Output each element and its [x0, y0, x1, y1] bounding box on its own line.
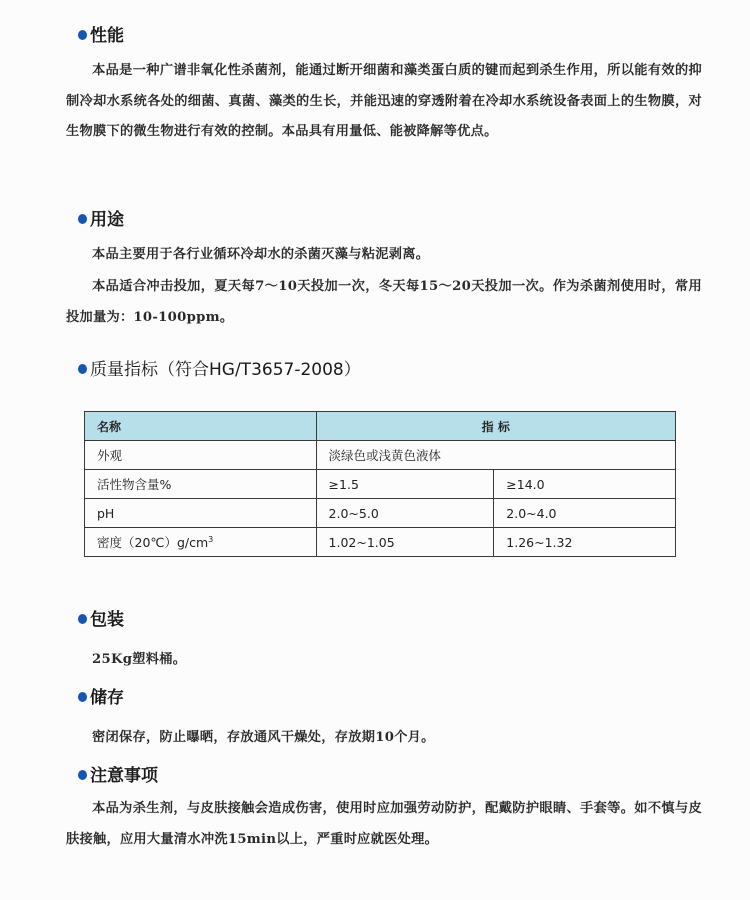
- usage-paragraph-2: [66, 272, 702, 333]
- packaging-text: 25Kg塑料桶。: [92, 652, 187, 667]
- notes-text: 本品为杀生剂，与皮肤接触会造成伤害，使用时应加强劳动防护，配戴防护眼睛、手套等。如不慎与皮肤接触，应用大量清水冲洗15min以上，严重时应就医处理。: [66, 801, 702, 847]
- heading-text: 性能: [90, 26, 124, 46]
- heading-storage: [78, 688, 124, 708]
- cell-value-2: 2.0~4.0: [494, 499, 676, 528]
- heading-text: 储存: [90, 688, 124, 708]
- bullet-icon: [78, 692, 87, 702]
- bullet-icon: [78, 770, 87, 780]
- bullet-icon: [78, 214, 87, 224]
- header-name: 名称: [85, 412, 317, 441]
- table-row: [85, 470, 676, 499]
- storage-text: 密闭保存，防止曝晒，存放通风干燥处，存放期10个月。: [92, 730, 435, 745]
- superscript: 3: [208, 534, 214, 544]
- bullet-icon: [78, 364, 87, 374]
- heading-quality: [78, 360, 361, 380]
- cell-value-1: 2.0~5.0: [316, 499, 494, 528]
- cell-value-2: ≥14.0: [494, 470, 676, 499]
- bullet-icon: [78, 30, 87, 40]
- table-header-row: [85, 412, 676, 441]
- table-row: [85, 528, 676, 557]
- header-spec: 指 标: [316, 412, 675, 441]
- cell-name: 外观: [85, 441, 317, 470]
- cell-value: 淡绿色或浅黄色液体: [316, 441, 675, 470]
- notes-paragraph: [66, 794, 702, 855]
- table-row: [85, 441, 676, 470]
- performance-text: 本品是一种广谱非氧化性杀菌剂，能通过断开细菌和藻类蛋白质的键而起到杀生作用，所以能有效的抑制冷却水系统各处的细菌、真菌、藻类的生长，并能迅速的穿透附着在冷却水系统设备表面上的生物膜，对生物膜下的微生物进行有效的控制。本品具有用量低、能被降解等优点。: [66, 63, 702, 139]
- heading-text: 质量指标（符合HG/T3657-2008）: [90, 360, 361, 380]
- usage-line-1: 本品主要用于各行业循环冷却水的杀菌灭藻与粘泥剥离。: [92, 247, 430, 262]
- heading-text: 用途: [90, 210, 124, 230]
- heading-notes: [78, 766, 158, 786]
- heading-usage: [78, 210, 124, 230]
- table-row: [85, 499, 676, 528]
- cell-value-2: 1.26~1.32: [494, 528, 676, 557]
- cell-name: [85, 528, 317, 557]
- cell-value-1: 1.02~1.05: [316, 528, 494, 557]
- heading-packaging: [78, 610, 124, 630]
- heading-text: 包装: [90, 610, 124, 630]
- cell-value-1: ≥1.5: [316, 470, 494, 499]
- performance-paragraph: [66, 56, 702, 148]
- cell-name: 活性物含量%: [85, 470, 317, 499]
- heading-text: 注意事项: [90, 766, 158, 786]
- quality-spec-table: [84, 411, 676, 557]
- usage-text: 本品适合冲击投加，夏天每7～10天投加一次，冬天每15～20天投加一次。作为杀菌剂使用时，常用投加量为：10-100ppm。: [66, 279, 702, 325]
- heading-performance: [78, 26, 124, 46]
- bullet-icon: [78, 614, 87, 624]
- cell-name: pH: [85, 499, 317, 528]
- density-label: 密度（20℃）g/cm: [97, 535, 209, 550]
